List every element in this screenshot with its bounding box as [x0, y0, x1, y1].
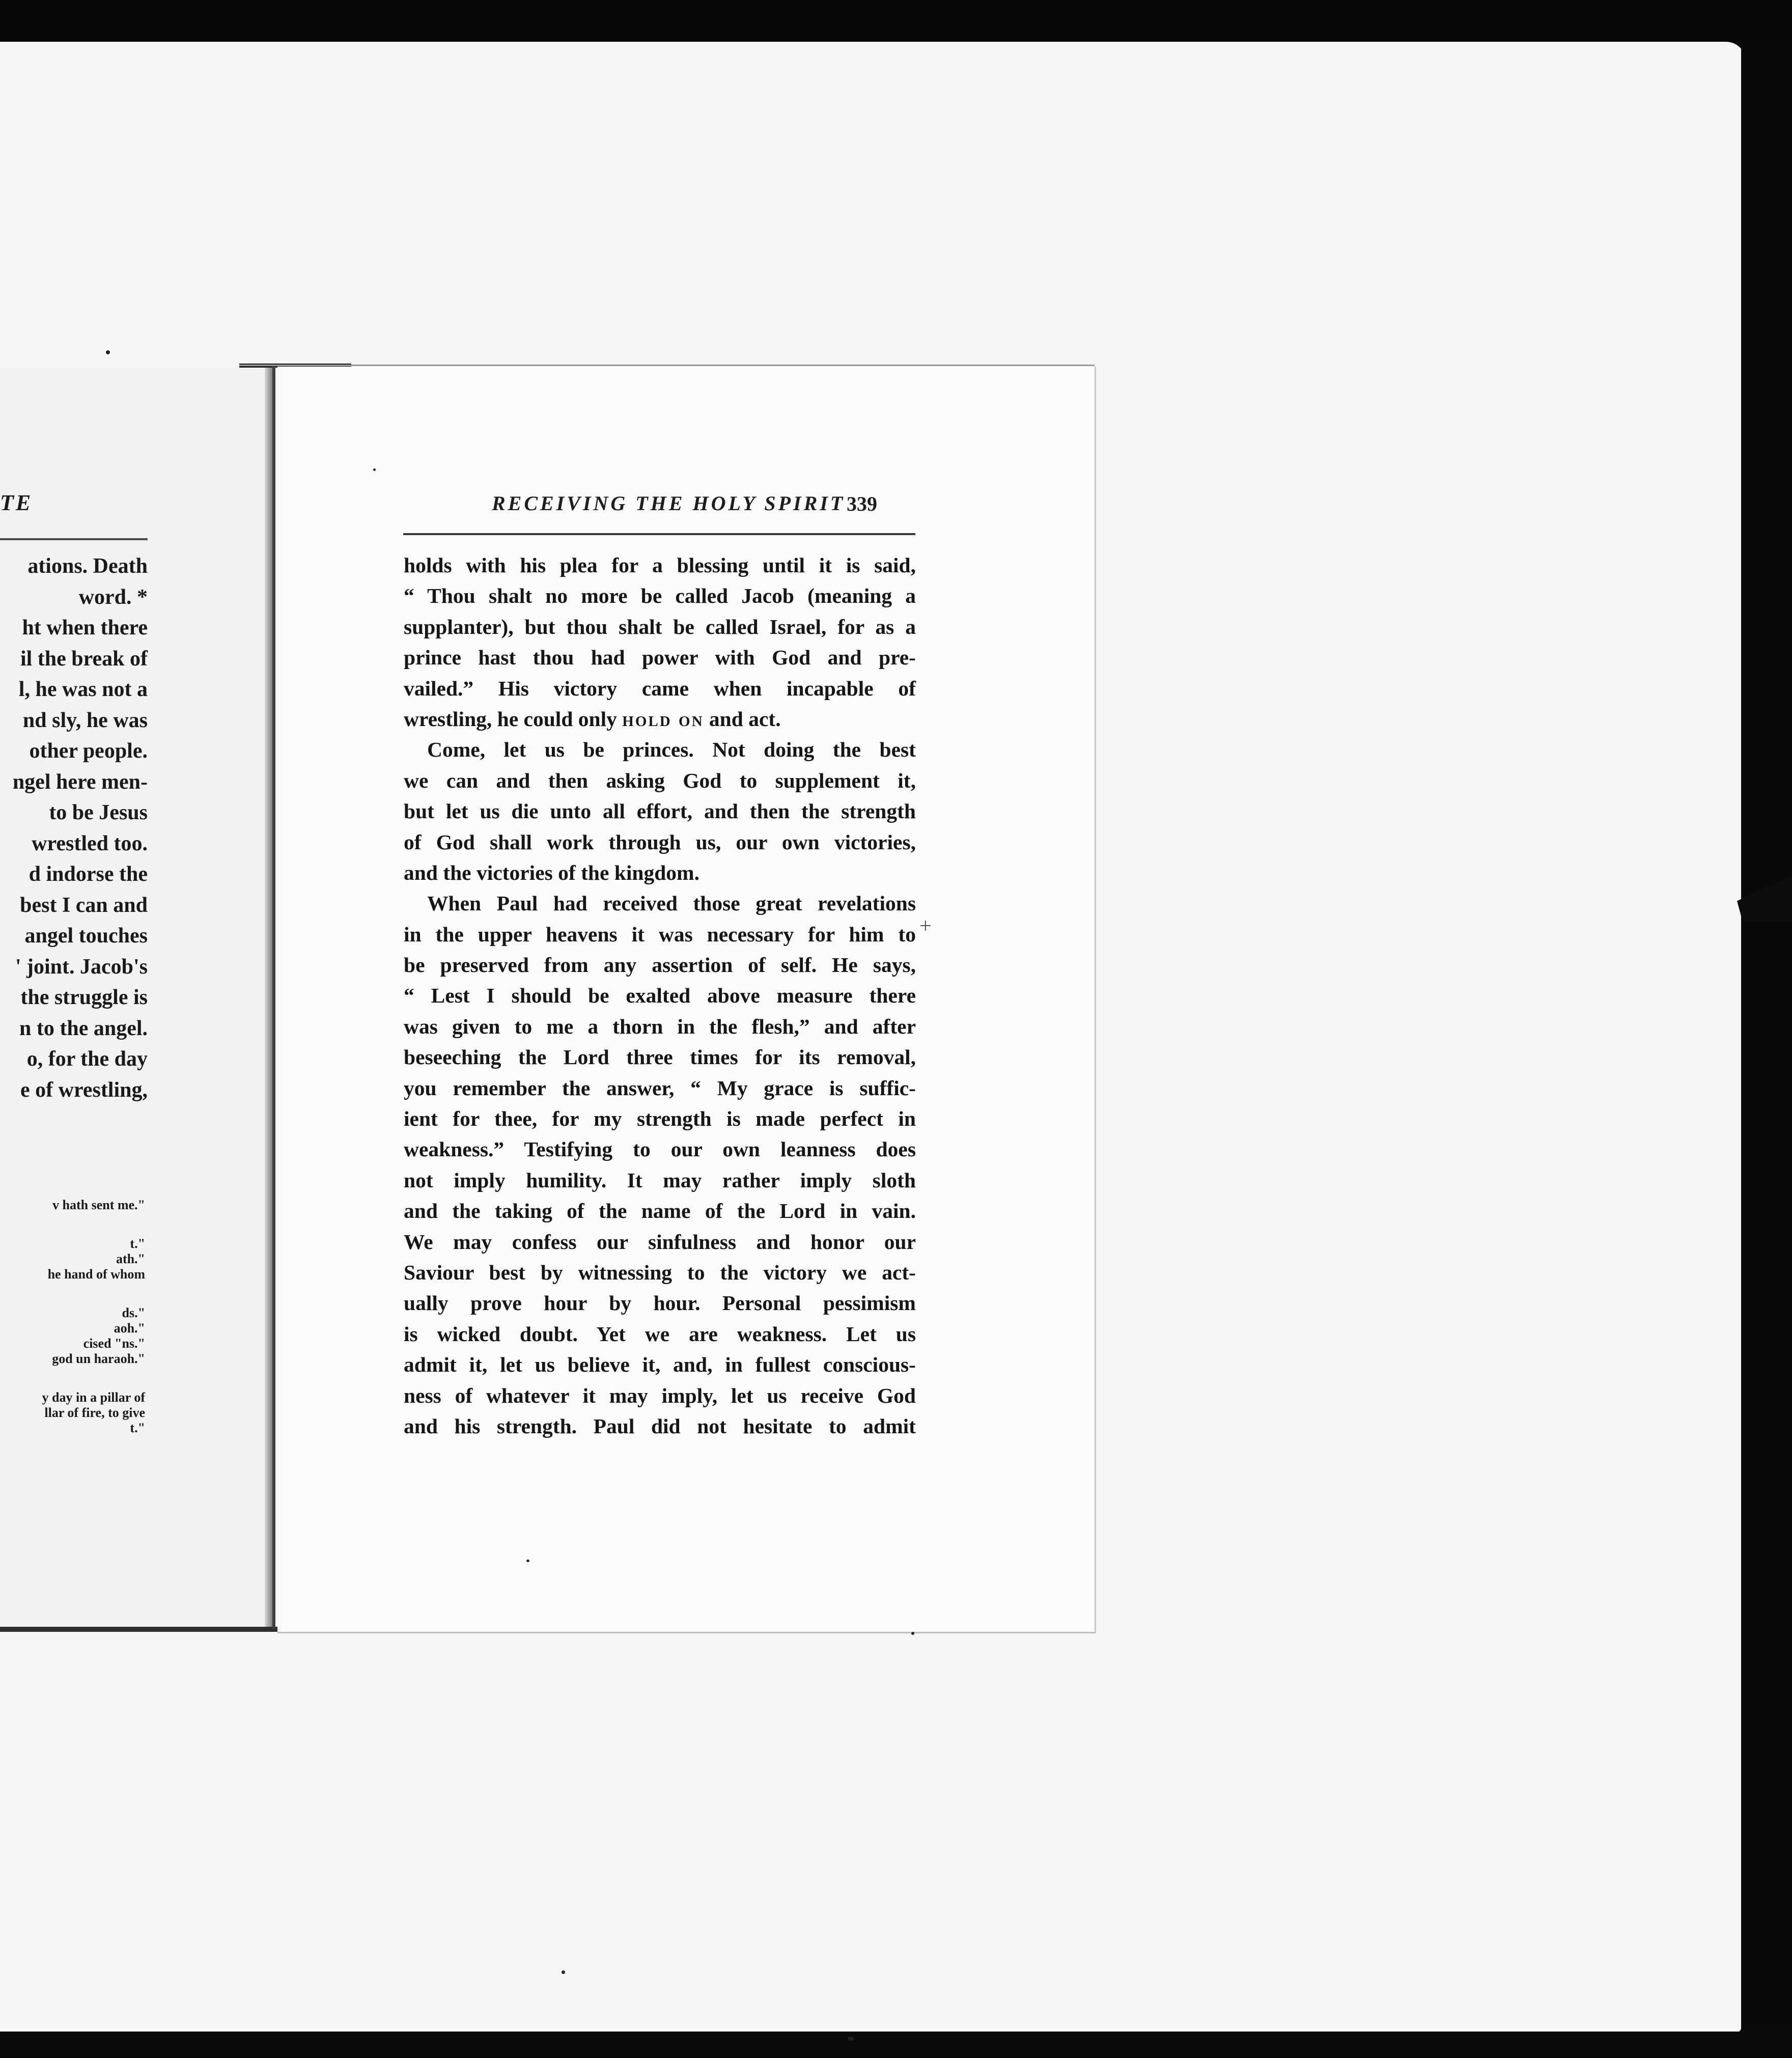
previous-page-footnotes: [0, 1198, 145, 1436]
dust-speck: [106, 350, 110, 354]
previous-page-line: l, he was not a: [18, 678, 148, 701]
margin-mark: +: [919, 914, 932, 938]
body-line: in the upper heavens it was necessary for him to: [404, 922, 916, 946]
body-line: Saviour best by witnessing to the victory we act-: [404, 1260, 916, 1284]
previous-page-line: best I can and: [20, 893, 148, 917]
previous-page-header: TE: [0, 490, 33, 515]
page-number: 339: [847, 492, 877, 515]
scan-top-edge: [0, 0, 1792, 42]
small-caps-emphasis: hold on: [622, 707, 704, 731]
previous-page-text: [0, 551, 148, 1105]
previous-page-footnote: god un haraoh.": [52, 1351, 145, 1366]
previous-page-line: nd sly, he was: [22, 708, 148, 732]
footnote-gap: [0, 1367, 145, 1390]
previous-page-footnote: ath.": [116, 1252, 145, 1266]
body-line: “ Thou shalt no more be called Jacob (meaning a: [404, 584, 916, 608]
body-line: not imply humility. It may rather imply sloth: [404, 1168, 916, 1192]
body-line: admit it, let us believe it, and, in fullest conscious-: [404, 1353, 916, 1377]
body-line: supplanter), but thou shalt be called Israel, for as a: [404, 615, 916, 638]
previous-page-line: il the break of: [20, 647, 148, 671]
body-line: and the victories of the kingdom.: [404, 860, 699, 884]
body-line: ness of whatever it may imply, let us receive God: [404, 1383, 916, 1407]
body-line: Come, let us be princes. Not doing the best: [427, 738, 916, 762]
previous-page-footnote: aoh.": [114, 1321, 145, 1336]
previous-page-line: word. *: [78, 585, 148, 609]
dust-speck: [562, 1970, 565, 1974]
dust-speck: [526, 1560, 529, 1562]
previous-page-footnote: llar of fire, to give: [44, 1405, 145, 1420]
previous-page-line: other people.: [29, 739, 148, 763]
body-line: prince hast thou had power with God and pre-: [404, 646, 916, 670]
gutter-line: [272, 367, 275, 1629]
page-body-text: [404, 550, 916, 1441]
body-line: and his strength. Paul did not hesitate to admit: [404, 1414, 916, 1438]
footnote-gap: [0, 1213, 145, 1236]
previous-page-footnote: t.": [130, 1236, 145, 1251]
previous-page-footnote: y day in a pillar of: [42, 1390, 145, 1405]
previous-page-bottom-edge: [0, 1627, 285, 1632]
footnote-gap: [0, 1282, 145, 1305]
page-top-edge: [239, 365, 1095, 366]
body-line: “ Lest I should be exalted above measure there: [404, 984, 916, 1008]
body-line: and the taking of the name of the Lord in vain.: [404, 1199, 916, 1223]
previous-page-line: e of wrestling,: [20, 1078, 148, 1102]
previous-page-line: ' joint. Jacob's: [15, 955, 148, 979]
previous-page-line: d indorse the: [29, 863, 148, 886]
body-line: we can and then asking God to supplement it,: [404, 768, 916, 792]
body-line: wrestling, he could only hold on and act.: [404, 707, 781, 731]
previous-page-line: n to the angel.: [19, 1016, 148, 1040]
body-line: ually prove hour by hour. Personal pessimism: [404, 1291, 916, 1315]
dust-speck: [373, 468, 376, 471]
running-head: RECEIVING THE HOLY SPIRIT: [492, 492, 846, 515]
previous-page-line: o, for the day: [26, 1047, 148, 1071]
previous-page-line: wrestled too.: [32, 831, 148, 855]
body-line: weakness.” Testifying to our own leanness does: [404, 1137, 916, 1161]
previous-page-footnote: v hath sent me.": [52, 1198, 145, 1212]
previous-page-footnote: cised "ns.": [83, 1336, 145, 1351]
previous-page-line: ations. Death: [27, 554, 148, 578]
body-line: When Paul had received those great revelations: [427, 892, 916, 915]
body-line: was given to me a thorn in the flesh,” and after: [404, 1014, 916, 1038]
body-line: beseeching the Lord three times for its removal,: [404, 1045, 916, 1069]
body-line: but let us die unto all effort, and then the strength: [404, 799, 916, 823]
previous-page-line: angel touches: [24, 924, 148, 948]
body-line: of God shall work through us, our own victories,: [404, 830, 916, 854]
body-line: is wicked doubt. Yet we are weakness. Let us: [404, 1322, 916, 1346]
body-line: ient for thee, for my strength is made perfect in: [404, 1107, 916, 1131]
body-line: holds with his plea for a blessing until it is said,: [404, 553, 916, 577]
previous-page-header-rule: [0, 538, 148, 540]
body-line: vailed.” His victory came when incapable of: [404, 676, 916, 700]
header-rule: [403, 533, 915, 535]
previous-page-footnote: ds.": [122, 1305, 145, 1320]
previous-page-footnote: t.": [130, 1421, 145, 1435]
scan-bottom-edge: [0, 2032, 1792, 2057]
body-line: be preserved from any assertion of self. He says,: [404, 953, 916, 977]
previous-page-line: the struggle is: [20, 986, 148, 1009]
body-line: We may confess our sinfulness and honor our: [404, 1230, 916, 1254]
dust-speck: [911, 1632, 914, 1635]
previous-page-line: to be Jesus: [49, 801, 148, 824]
body-line: you remember the answer, “ My grace is suffic-: [404, 1076, 916, 1100]
dust-speck: [848, 2037, 854, 2041]
scan-right-edge: [1741, 42, 1792, 2058]
previous-page-footnote: he hand of whom: [47, 1267, 145, 1282]
previous-page: [0, 368, 275, 1630]
previous-page-line: ht when there: [22, 616, 148, 639]
previous-page-line: ngel here men-: [12, 770, 148, 794]
